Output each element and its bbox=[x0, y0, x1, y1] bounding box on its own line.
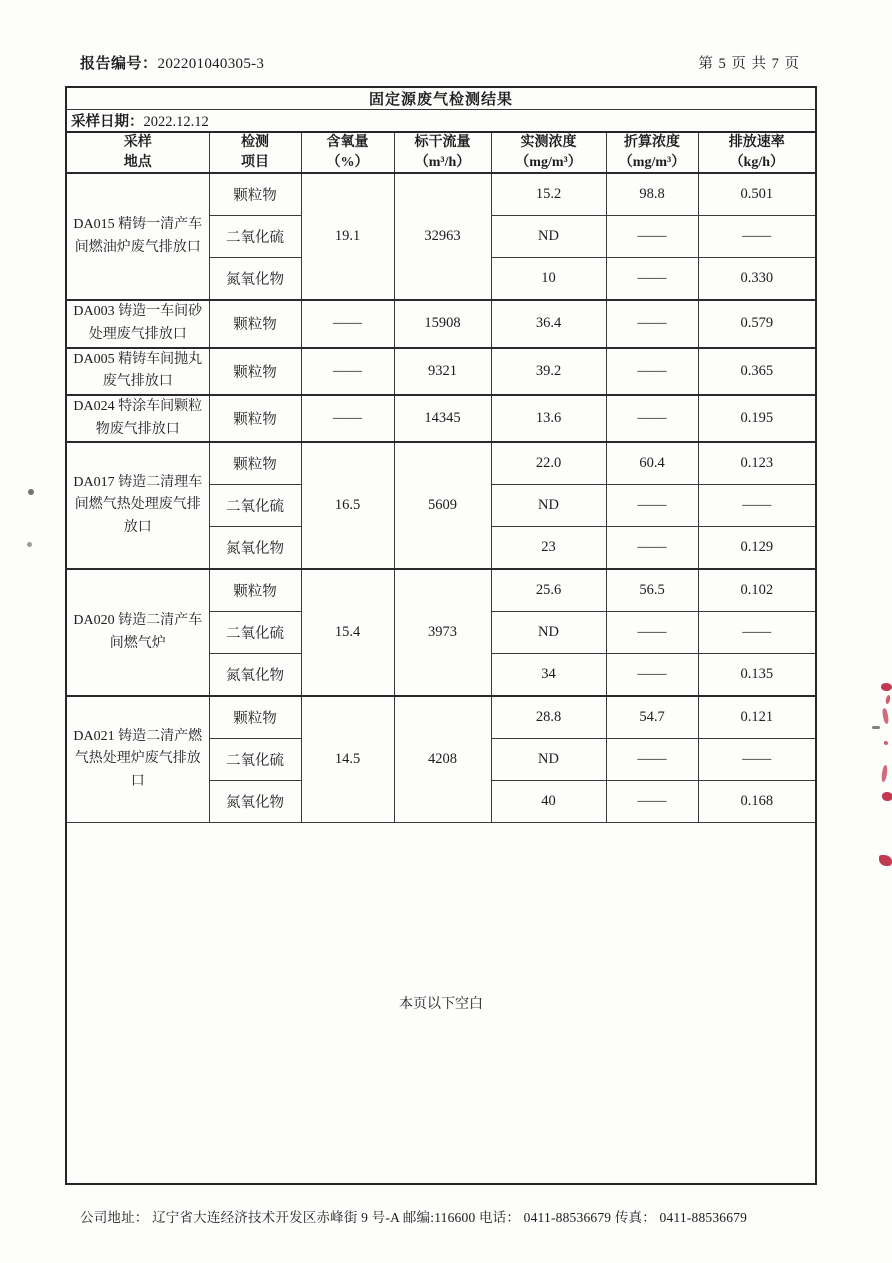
measured-cell: ND bbox=[491, 485, 606, 527]
item-cell: 氮氧化物 bbox=[209, 258, 301, 301]
item-cell: 氮氧化物 bbox=[209, 527, 301, 570]
rate-cell: 0.501 bbox=[698, 173, 816, 216]
item-cell: 氮氧化物 bbox=[209, 781, 301, 823]
rate-cell: 0.102 bbox=[698, 569, 816, 612]
measured-cell: 13.6 bbox=[491, 395, 606, 442]
sampling-date-label: 采样日期： bbox=[71, 114, 144, 130]
column-header: 标干流量 （m³/h） bbox=[394, 132, 491, 173]
item-cell: 颗粒物 bbox=[209, 173, 301, 216]
flow-cell: 9321 bbox=[394, 348, 491, 395]
oxygen-cell: —— bbox=[301, 348, 394, 395]
red-ink-mark bbox=[882, 708, 890, 725]
oxygen-cell: 19.1 bbox=[301, 173, 394, 300]
table-body bbox=[66, 173, 816, 1184]
converted-cell: —— bbox=[606, 216, 698, 258]
item-cell: 氮氧化物 bbox=[209, 654, 301, 697]
data-row bbox=[66, 348, 816, 395]
table-title-row bbox=[66, 87, 816, 110]
rate-cell: 0.168 bbox=[698, 781, 816, 823]
blank-note: 本页以下空白 bbox=[66, 823, 816, 1185]
rate-cell: 0.579 bbox=[698, 300, 816, 347]
measured-cell: ND bbox=[491, 612, 606, 654]
page-indicator: 第 5 页 共 7 页 bbox=[698, 56, 800, 72]
rate-cell: —— bbox=[698, 739, 816, 781]
red-ink-mark bbox=[882, 792, 892, 801]
oxygen-cell: 16.5 bbox=[301, 442, 394, 569]
results-table bbox=[65, 86, 817, 1185]
item-cell: 颗粒物 bbox=[209, 395, 301, 442]
data-row bbox=[66, 696, 816, 739]
converted-cell: —— bbox=[606, 612, 698, 654]
rate-cell: 0.135 bbox=[698, 654, 816, 697]
red-ink-mark bbox=[881, 683, 892, 691]
converted-cell: —— bbox=[606, 654, 698, 697]
measured-cell: 36.4 bbox=[491, 300, 606, 347]
location-cell: DA015 精铸一清产车间燃油炉废气排放口 bbox=[66, 173, 209, 300]
column-header: 检测 项目 bbox=[209, 132, 301, 173]
data-row bbox=[66, 569, 816, 612]
measured-cell: 40 bbox=[491, 781, 606, 823]
location-cell: DA020 铸造二清产车间燃气炉 bbox=[66, 569, 209, 696]
item-cell: 颗粒物 bbox=[209, 569, 301, 612]
location-cell: DA003 铸造一车间砂处理废气排放口 bbox=[66, 300, 209, 347]
item-cell: 二氧化硫 bbox=[209, 216, 301, 258]
scan-dot-artifact bbox=[872, 726, 880, 729]
converted-cell: —— bbox=[606, 348, 698, 395]
measured-cell: 39.2 bbox=[491, 348, 606, 395]
location-cell: DA005 精铸车间抛丸废气排放口 bbox=[66, 348, 209, 395]
location-cell: DA021 铸造二清产燃气热处理炉废气排放口 bbox=[66, 696, 209, 823]
converted-cell: 98.8 bbox=[606, 173, 698, 216]
item-cell: 颗粒物 bbox=[209, 348, 301, 395]
item-cell: 二氧化硫 bbox=[209, 612, 301, 654]
rate-cell: —— bbox=[698, 612, 816, 654]
location-cell: DA024 特涂车间颗粒物废气排放口 bbox=[66, 395, 209, 442]
report-number-label: 报告编号： bbox=[80, 56, 158, 72]
table-title: 固定源废气检测结果 bbox=[66, 87, 816, 110]
item-cell: 颗粒物 bbox=[209, 300, 301, 347]
measured-cell: 10 bbox=[491, 258, 606, 301]
rate-cell: 0.365 bbox=[698, 348, 816, 395]
rate-cell: 0.330 bbox=[698, 258, 816, 301]
column-header: 折算浓度 （mg/m³） bbox=[606, 132, 698, 173]
report-number-value: 202201040305-3 bbox=[157, 56, 265, 72]
red-ink-mark bbox=[884, 741, 888, 745]
converted-cell: —— bbox=[606, 485, 698, 527]
flow-cell: 15908 bbox=[394, 300, 491, 347]
data-row bbox=[66, 173, 816, 216]
flow-cell: 14345 bbox=[394, 395, 491, 442]
rate-cell: 0.121 bbox=[698, 696, 816, 739]
converted-cell: 60.4 bbox=[606, 442, 698, 485]
column-header-row bbox=[66, 132, 816, 173]
converted-cell: —— bbox=[606, 258, 698, 301]
oxygen-cell: 14.5 bbox=[301, 696, 394, 823]
flow-cell: 32963 bbox=[394, 173, 491, 300]
rate-cell: —— bbox=[698, 216, 816, 258]
oxygen-cell: 15.4 bbox=[301, 569, 394, 696]
page-header bbox=[80, 52, 800, 73]
sampling-date bbox=[66, 110, 816, 133]
report-number-line bbox=[80, 52, 264, 73]
red-ink-mark bbox=[881, 765, 889, 783]
item-cell: 二氧化硫 bbox=[209, 485, 301, 527]
converted-cell: —— bbox=[606, 300, 698, 347]
rate-cell: 0.129 bbox=[698, 527, 816, 570]
converted-cell: —— bbox=[606, 739, 698, 781]
converted-cell: —— bbox=[606, 781, 698, 823]
scan-dot-artifact bbox=[27, 542, 32, 547]
converted-cell: —— bbox=[606, 395, 698, 442]
sampling-date-row bbox=[66, 110, 816, 133]
flow-cell: 3973 bbox=[394, 569, 491, 696]
oxygen-cell: —— bbox=[301, 300, 394, 347]
red-ink-mark bbox=[879, 855, 892, 866]
measured-cell: 25.6 bbox=[491, 569, 606, 612]
measured-cell: 22.0 bbox=[491, 442, 606, 485]
measured-cell: ND bbox=[491, 739, 606, 781]
data-row bbox=[66, 442, 816, 485]
converted-cell: —— bbox=[606, 527, 698, 570]
oxygen-cell: —— bbox=[301, 395, 394, 442]
measured-cell: ND bbox=[491, 216, 606, 258]
blank-row bbox=[66, 823, 816, 1185]
scan-dot-artifact bbox=[28, 489, 34, 495]
column-header: 实测浓度 （mg/m³） bbox=[491, 132, 606, 173]
red-ink-mark bbox=[885, 695, 891, 705]
converted-cell: 56.5 bbox=[606, 569, 698, 612]
location-cell: DA017 铸造二清理车间燃气热处理废气排放口 bbox=[66, 442, 209, 569]
rate-cell: 0.195 bbox=[698, 395, 816, 442]
flow-cell: 5609 bbox=[394, 442, 491, 569]
item-cell: 颗粒物 bbox=[209, 696, 301, 739]
column-header: 采样 地点 bbox=[66, 132, 209, 173]
rate-cell: —— bbox=[698, 485, 816, 527]
measured-cell: 28.8 bbox=[491, 696, 606, 739]
data-row bbox=[66, 300, 816, 347]
column-header: 含氧量 （%） bbox=[301, 132, 394, 173]
sampling-date-value: 2022.12.12 bbox=[143, 114, 209, 130]
flow-cell: 4208 bbox=[394, 696, 491, 823]
measured-cell: 34 bbox=[491, 654, 606, 697]
item-cell: 颗粒物 bbox=[209, 442, 301, 485]
column-header: 排放速率 （kg/h） bbox=[698, 132, 816, 173]
footer-company-address: 公司地址： 辽宁省大连经济技术开发区赤峰街 9 号-A 邮编:116600 电话： 0411-88536679 传真： 0411-88536679 bbox=[80, 1210, 748, 1225]
item-cell: 二氧化硫 bbox=[209, 739, 301, 781]
converted-cell: 54.7 bbox=[606, 696, 698, 739]
measured-cell: 23 bbox=[491, 527, 606, 570]
rate-cell: 0.123 bbox=[698, 442, 816, 485]
measured-cell: 15.2 bbox=[491, 173, 606, 216]
data-row bbox=[66, 395, 816, 442]
